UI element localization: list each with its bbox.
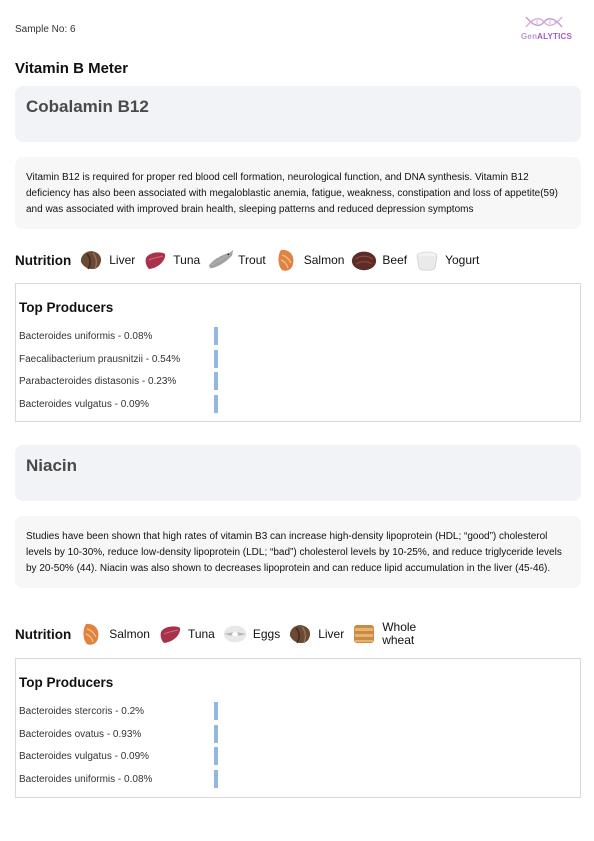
dna-icon	[524, 14, 564, 30]
producer-row	[16, 393, 580, 416]
producer-bar	[214, 350, 218, 368]
producer-row	[16, 723, 580, 746]
food-name: Trout	[238, 253, 266, 267]
producer-label: Bacteroides ovatus - 0.93%	[19, 728, 142, 740]
food-item-salmon	[272, 246, 345, 274]
whole-wheat-icon	[350, 620, 378, 648]
producer-label: Bacteroides vulgatus - 0.09%	[19, 751, 150, 762]
page-title: Vitamin B Meter	[15, 60, 129, 77]
description-text: Studies have been shown that high rates of vitamin B3 can increase high-density lipoprotein (HDL; “good”) cholesterol levels by 10-30%, reduce low-density lipoprotein (LDL; “bad”) cholesterol levels by 10-25%, and reduce triglyceride levels by 20-50% (44). Niacin was also shown to decreases lipoprotein and can reduce lipid accumulation in the liver (45-46).	[15, 516, 581, 588]
food-name: Yogurt	[445, 253, 480, 267]
producer-row	[16, 768, 580, 791]
producer-bar	[214, 372, 218, 390]
salmon-icon	[272, 246, 300, 274]
food-item-tuna	[156, 620, 215, 648]
food-name: Tuna	[173, 253, 201, 267]
logo-text-alytics: ALYTICS	[537, 32, 573, 41]
producer-label: Bacteroides uniformis - 0.08%	[19, 331, 153, 342]
top-producers-title: Top Producers	[19, 300, 114, 315]
vitamin-name: Cobalamin B12	[26, 97, 149, 116]
food-item-beef	[350, 246, 407, 274]
nutrition-row-b12	[15, 243, 485, 277]
food-name: Salmon	[109, 627, 150, 641]
vitamin-description-niacin	[15, 516, 581, 588]
nutrition-label: Nutrition	[15, 626, 72, 642]
food-item-yogurt	[413, 246, 479, 274]
producer-label: Bacteroides stercoris - 0.2%	[19, 706, 145, 717]
producer-label: Bacteroides vulgatus - 0.09%	[19, 398, 150, 410]
producer-bar	[214, 395, 218, 413]
vitamin-header-niacin	[15, 445, 581, 501]
producer-row	[16, 325, 580, 348]
liver-icon	[77, 246, 105, 274]
producer-row	[16, 370, 580, 393]
producer-row	[16, 700, 580, 723]
genalytics-logo	[518, 14, 573, 44]
tuna-icon	[141, 246, 169, 274]
food-name: Eggs	[252, 627, 281, 641]
liver-icon	[286, 620, 314, 648]
beef-icon	[350, 246, 378, 274]
nutrition-label: Nutrition	[15, 252, 72, 268]
food-name: Liver	[318, 627, 345, 641]
food-name: Tuna	[187, 627, 215, 641]
producer-label: Bacteroides uniformis - 0.08%	[19, 773, 153, 785]
vitamin-description-b12	[15, 157, 581, 229]
producer-label: Faecalibacterium prausnitzii - 0.54%	[19, 353, 181, 365]
sample-number: Sample No: 6	[15, 24, 76, 35]
top-producers-title: Top Producers	[19, 675, 114, 690]
yogurt-icon	[413, 246, 441, 274]
producer-label: Parabacteroides distasonis - 0.23%	[19, 376, 177, 387]
vitamin-name: Niacin	[26, 456, 78, 475]
top-producers-b12	[15, 283, 581, 422]
eggs-icon	[221, 620, 249, 648]
salmon-icon	[77, 620, 105, 648]
food-name: Salmon	[303, 253, 345, 267]
trout-icon	[206, 246, 234, 274]
food-item-salmon	[77, 620, 150, 648]
food-name: Whole wheat	[382, 620, 417, 647]
tuna-icon	[156, 620, 184, 648]
producer-bar	[214, 327, 218, 345]
food-name: Liver	[109, 253, 136, 267]
nutrition-row-niacin	[15, 617, 428, 651]
food-item-tuna	[141, 246, 200, 274]
producer-row	[16, 348, 580, 371]
food-name: Beef	[382, 253, 408, 267]
food-item-whole-wheat	[350, 620, 422, 648]
food-item-liver	[77, 246, 135, 274]
logo-text	[521, 32, 572, 41]
food-item-trout	[206, 246, 266, 274]
producer-row	[16, 745, 580, 768]
top-producers-niacin	[15, 658, 581, 798]
vitamin-header-b12	[15, 86, 581, 142]
producer-bar	[214, 702, 218, 720]
food-item-liver	[286, 620, 344, 648]
description-text: Vitamin B12 is required for proper red blood cell formation, neurological function, and DNA synthesis. Vitamin B12 deficiency has also been associated with megaloblastic anemia, fatigue, weakness, constipation and loss of appetite(59) and was associated with improved brain health, sleeping patterns and reduced depression symptoms	[15, 157, 581, 229]
logo-text-gen: Gen	[521, 32, 538, 41]
food-item-eggs	[221, 620, 280, 648]
producer-bar	[214, 725, 218, 743]
producer-bar	[214, 747, 218, 765]
producer-bar	[214, 770, 218, 788]
